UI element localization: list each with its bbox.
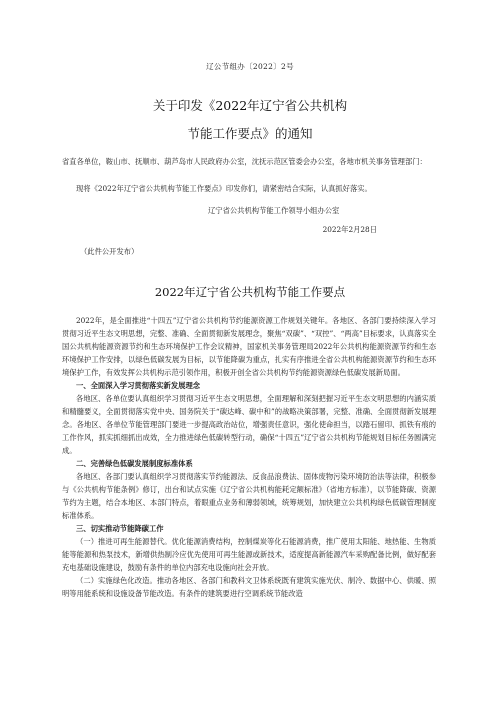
- intro-paragraph: 2022年，是全面推进“十四五”辽宁省公共机构节约能源资源工作规划关键年。各地区、各部门要持续深入学习贯彻习近平生态文明思想，完整、准确、全面贯彻新发展理念，聚焦“双碳”、“双控”、“两高”目标要求，认真落实全国公共机构能源资源节约和生态环境保护工作会议精神，国家机关事务管理局2022年公共机构能源资源节约和生态环境保护工作安排，以绿色低碳发展为目标，以节能降碳为重点，扎实有序推进全省公共机构能源资源节约和生态环境保护工作，有效发挥公共机构示范引领作用，积极开创全省公共机构节约能源资源绿色低碳发展新局面。: [62, 316, 436, 377]
- notice-body: 现将《2022年辽宁省公共机构节能工作要点》印发你们，请紧密结合实际，认真抓好落实。: [76, 184, 372, 193]
- document-number: 辽公节组办〔2022〕2号: [206, 62, 294, 71]
- section-paragraph-2: 各地区、各部门要认真组织学习贯彻落实节约能源法、反食品浪费法、固体废物污染环境防治法等法律，积极参与《公共机构节能条例》修订，出台和试点实施《辽宁省公共机构能耗定额标准》（省地方标准），以节能降碳、资源节约为主题，结合本地区、本部门特点，着眼重点业务和薄弱领域，统筹规划，加快建立公共机构绿色低碳管理制度标准体系。: [62, 472, 436, 520]
- section-paragraph-3b: （二）实施绿色化改造。推动各地区、各部门和教科文卫体系统既有建筑实施光伏、制冷、数据中心、供暖、照明等用能系统和设施设备节能改造。有条件的建筑要进行空调系统节能改造: [62, 576, 436, 598]
- notice-title-line-2: 节能工作要点》的通知: [187, 126, 313, 141]
- section-heading-1: 一、全面深入学习贯彻落实新发展理念: [76, 381, 201, 390]
- section-paragraph-1: 各地区、各单位要认真组织学习贯彻习近平生态文明思想，全面理解和深刻把握习近平生态文明思想的内涵实质和精髓要义，全面贯彻落实党中央、国务院关于“碳达峰、碳中和”的战略决策部署，完整、准确、全面贯彻新发展理念。各地区、各单位节能管理部门要进一步提高政治站位，增强责任意识，强化使命担当，以踏石留印、抓铁有痕的工作作风，抓实抓细抓出成效，全力推进绿色低碳转型行动，确保“十四五”辽宁省公共机构节能规划目标任务圆满完成。: [62, 394, 436, 455]
- issuer-signature: 辽宁省公共机构节能工作领导小组办公室: [208, 206, 340, 215]
- notice-title-line-1: 关于印发《2022年辽宁省公共机构: [152, 98, 348, 113]
- salutation: 省直各单位，鞍山市、抚顺市、葫芦岛市人民政府办公室，沈抚示范区管委会办公室，各地市机关事务管理部门：: [62, 157, 427, 166]
- attachment-title: 2022年辽宁省公共机构节能工作要点: [154, 285, 346, 299]
- section-heading-3: 三、切实推动节能降碳工作: [76, 524, 164, 533]
- attachment-content: [62, 314, 436, 600]
- section-heading-2: 二、完善绿色低碳发展制度标准体系: [76, 459, 193, 468]
- publish-note: （此件公开发布）: [80, 247, 139, 256]
- section-paragraph-3a: （一）推进可再生能源替代。优化能源消费结构，控制煤炭等化石能源消费，推广使用太阳能、地热能、生物质能等能源和热泵技术，新增供热制冷应优先使用可再生能源或新技术，适度提高新能源汽车采购配备比例，做好配套充电基础设施建设，鼓励有条件的单位内部充电设施向社会开放。: [62, 537, 436, 572]
- issue-date: 2022年2月28日: [322, 225, 377, 234]
